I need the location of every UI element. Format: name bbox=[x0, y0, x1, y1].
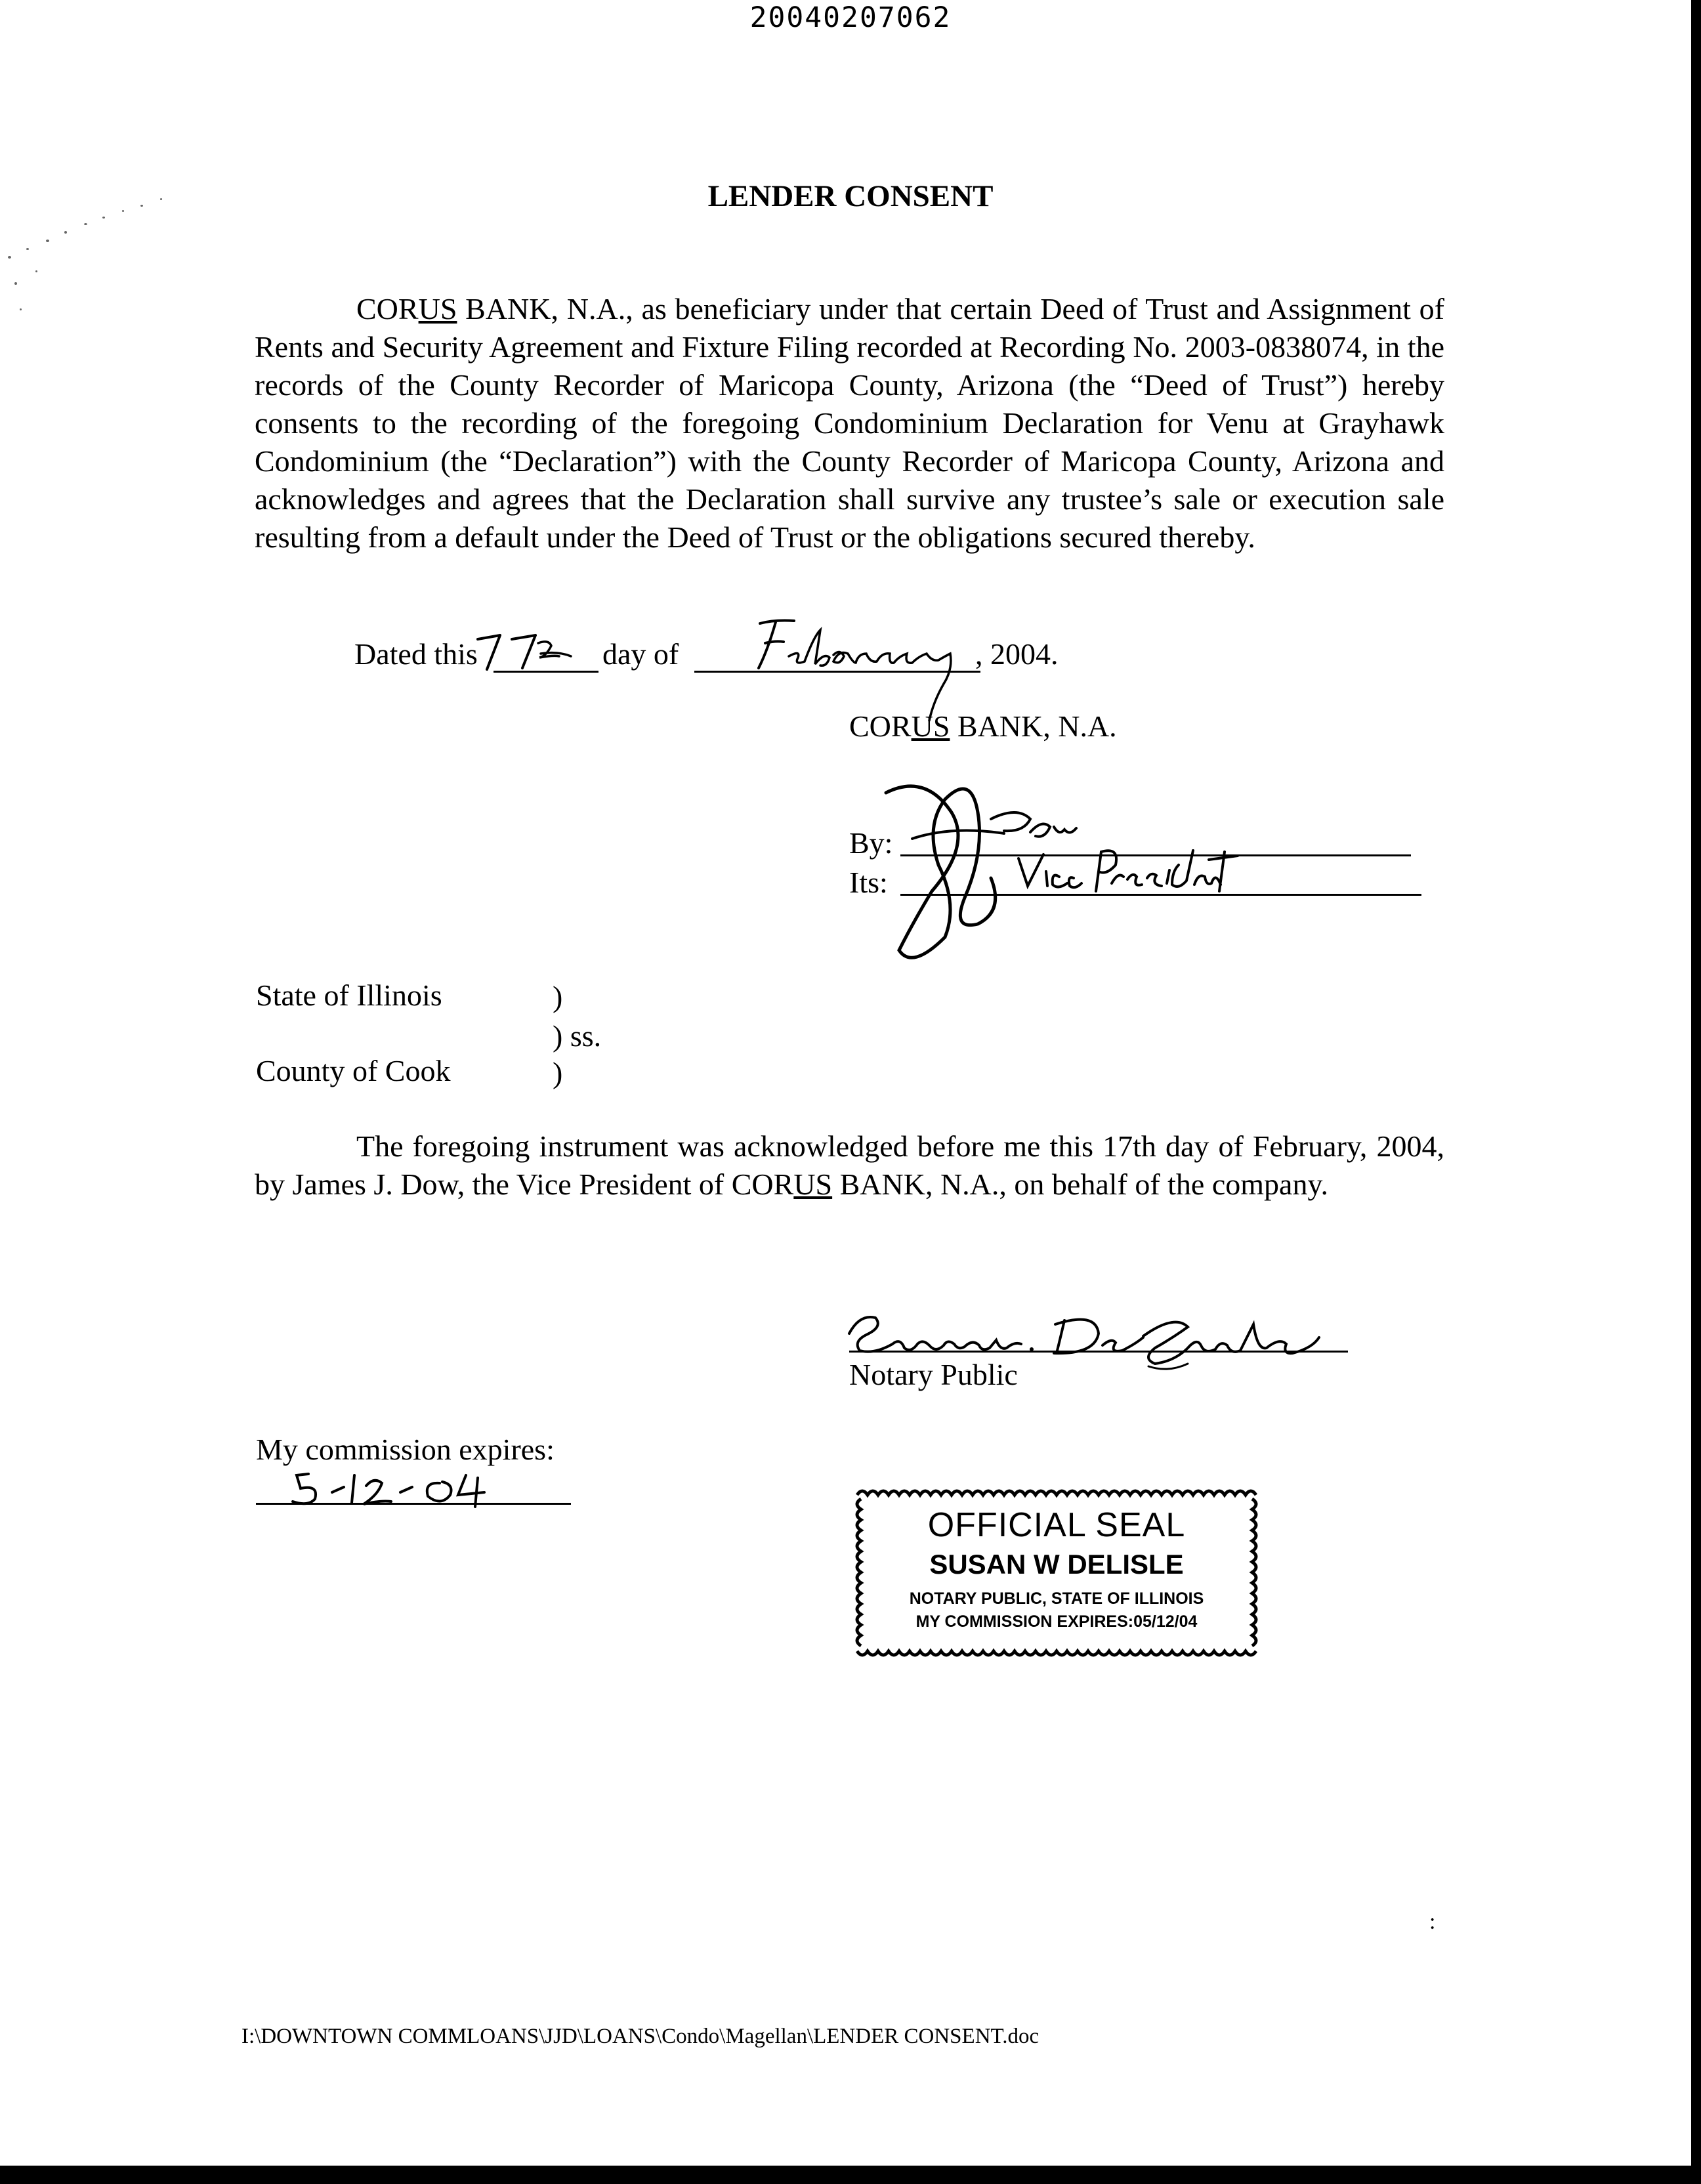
venue-state: State of Illinois bbox=[256, 978, 442, 1012]
dated-prefix: Dated this bbox=[354, 637, 478, 671]
venue-county: County of Cook bbox=[256, 1054, 451, 1087]
its-label: Its: bbox=[849, 866, 888, 899]
seal-expiration: MY COMMISSION EXPIRES:05/12/04 bbox=[915, 1612, 1198, 1631]
commission-label: My commission expires: bbox=[256, 1433, 555, 1466]
year-suffix: , 2004. bbox=[975, 637, 1059, 671]
handwritten-day bbox=[472, 617, 617, 676]
venue-ss: ) ss. bbox=[553, 1019, 602, 1053]
seal-name: SUSAN W DELISLE bbox=[929, 1549, 1184, 1580]
venue-paren-1: ) bbox=[553, 980, 563, 1013]
footer-file-path: I:\DOWNTOWN COMMLOANS\JJD\LOANS\Condo\Magellan\LENDER CONSENT.doc bbox=[242, 2025, 1040, 2048]
bank-name-underlined: US bbox=[418, 292, 457, 326]
scan-edge-bottom bbox=[0, 2166, 1701, 2184]
vice-president-signature bbox=[873, 773, 1293, 970]
document-title: LENDER CONSENT bbox=[707, 179, 994, 213]
acknowledgment-paragraph: The foregoing instrument was acknowledged before me this 17th day of February, 2004, by James J. Dow, the Vice President of CORUS BANK, N.A., on behalf of the company. bbox=[255, 1129, 1444, 1201]
notary-public-label: Notary Public bbox=[849, 1358, 1018, 1391]
by-label: By: bbox=[849, 826, 893, 860]
official-notary-seal bbox=[850, 1484, 1263, 1663]
handwritten-commission-date bbox=[289, 1466, 499, 1512]
handwritten-month bbox=[742, 610, 1017, 722]
consent-paragraph bbox=[255, 290, 1444, 556]
signatory-bank-name: CORUS BANK, N.A. bbox=[849, 709, 1117, 743]
day-of-text: day of bbox=[602, 637, 679, 671]
seal-title: OFFICIAL SEAL bbox=[927, 1506, 1186, 1544]
consent-body: BANK, N.A., as beneficiary under that certain Deed of Trust and Assignment of Rents and Security Agreement and Fixture Filing recorded at Recording No. 2003-0838074, in the records of the County Recorder of Maricopa County, Arizona (the “Deed of Trust”) hereby consents to the recording of the foregoing Condominium Declaration for Venu at Grayhawk Condominium (the “Declaration”) with the County Recorder of Maricopa County, Arizona and acknowledges and agrees that the Declaration shall survive any trustee’s sale or execution sale resulting from a default under the Deed of Trust or the obligations secured thereby. bbox=[255, 292, 1444, 554]
stray-mark: : bbox=[1429, 1910, 1436, 1934]
scan-edge-right bbox=[1691, 0, 1701, 2184]
bank-name-prefix: COR bbox=[356, 292, 419, 326]
venue-paren-2: ) bbox=[553, 1056, 563, 1089]
document-number: 20040207062 bbox=[749, 1, 952, 34]
seal-notary-state: NOTARY PUBLIC, STATE OF ILLINOIS bbox=[909, 1589, 1204, 1608]
notary-signature-line bbox=[849, 1351, 1348, 1353]
